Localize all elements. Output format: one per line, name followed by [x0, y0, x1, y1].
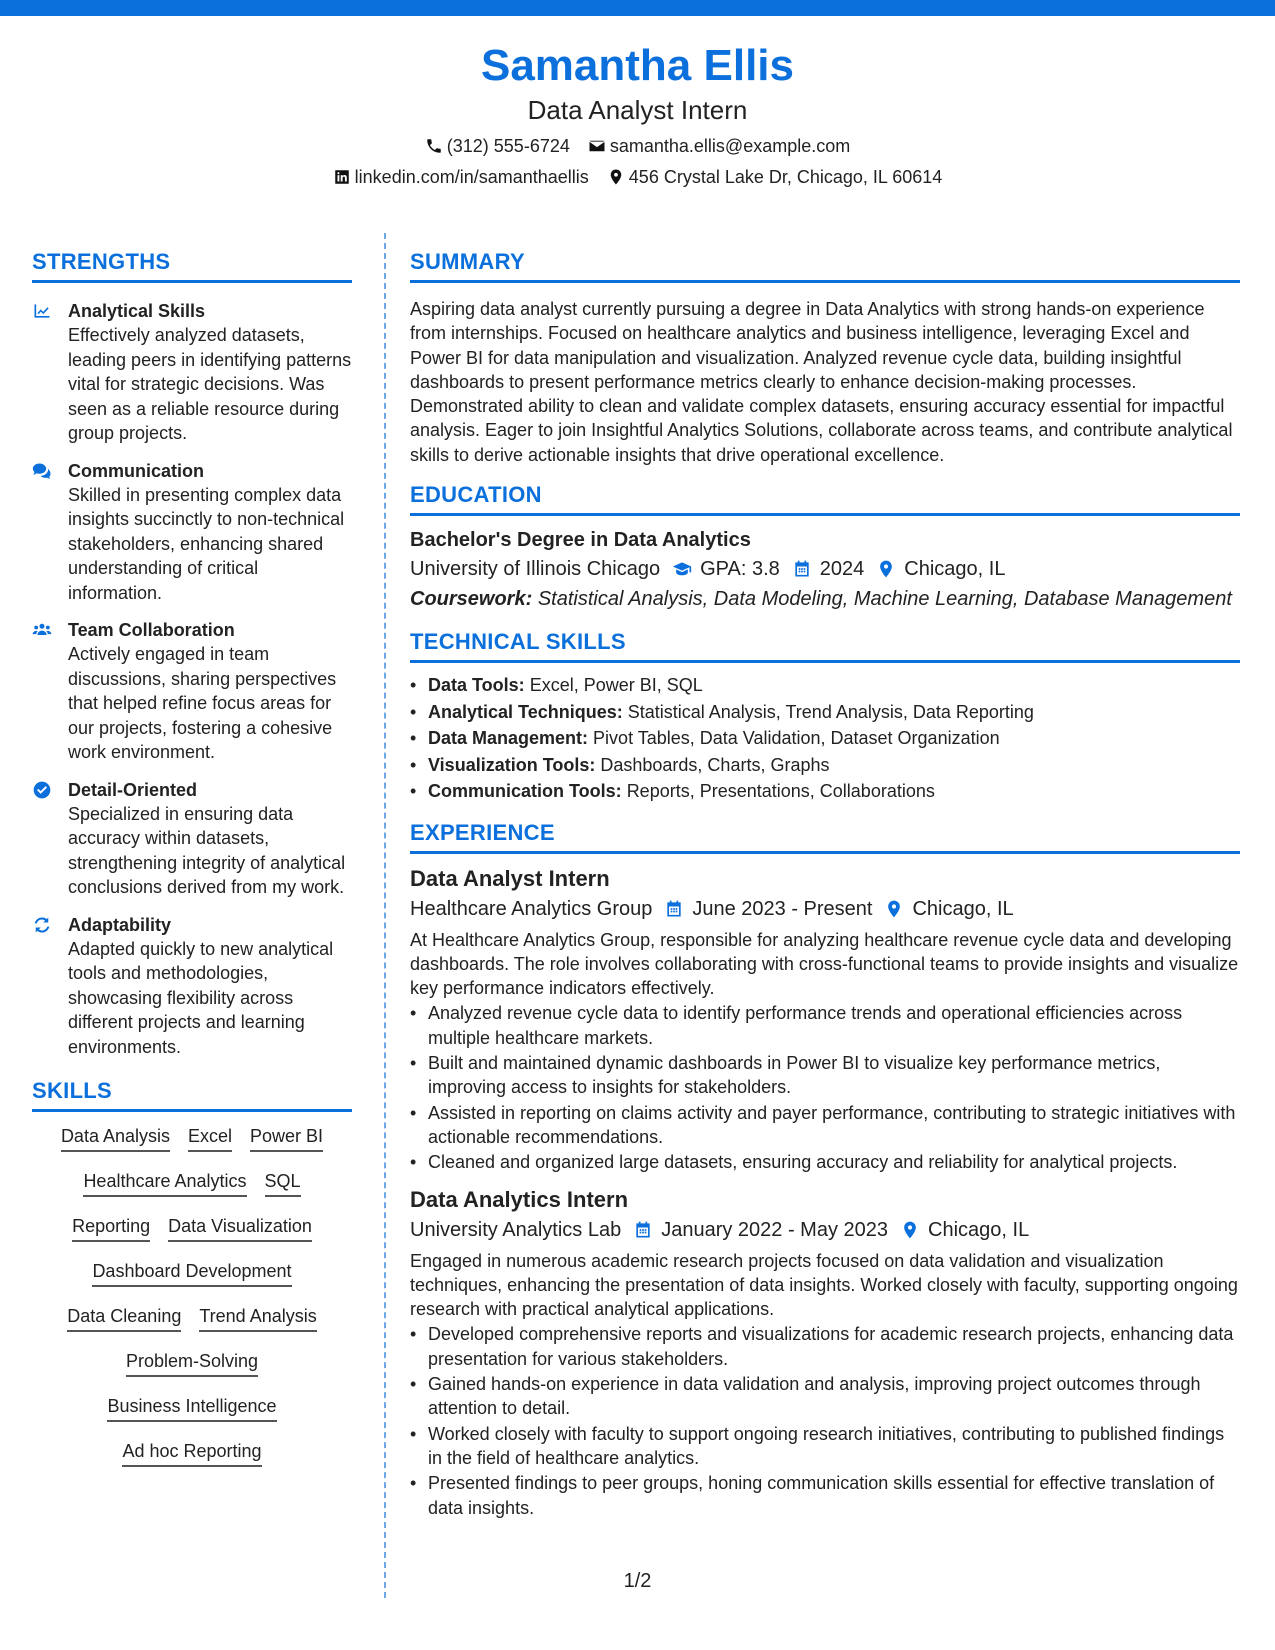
right-column	[410, 248, 1240, 1521]
dates-meta	[664, 894, 872, 924]
strength-title: Adaptability	[68, 914, 172, 935]
location-meta	[876, 554, 1005, 584]
skill-row	[32, 1304, 352, 1332]
job-dates: January 2022 - May 2023	[661, 1218, 889, 1241]
list-item: • Worked closely with faculty to support ongoing research initiatives, contributing to published findings in the field of healthcare analytics.	[410, 1422, 1240, 1471]
strength-item	[32, 778, 352, 900]
contact-row-2	[0, 165, 1275, 189]
summary-text: Aspiring data analyst currently pursuing a degree in Data Analytics with strong hands-on experience from internships. Focused on healthcare analytics and business intelligence, leveraging Excel and Power BI for data manipulation and visualization. Analyzed revenue cycle data, building insightful dashboards to present performance metrics clearly to enhance decision-making processes. Demonstrated ability to clean and validate complex datasets, ensuring accuracy essential for impactful analysis. Eager to join Insightful Analytics Solutions, collaborate across teams, and contribute analytical skills to derive actionable insights that drive operational excellence.	[410, 299, 1233, 465]
calendar-icon	[664, 899, 684, 919]
technical-skills-heading: TECHNICAL SKILLS	[410, 628, 1240, 663]
list-item: • Developed comprehensive reports and visualizations for academic research projects, enhancing data presentation for various stakeholders.	[410, 1322, 1240, 1371]
phone-text: (312) 555-6724	[446, 136, 570, 156]
refresh-icon	[32, 915, 52, 935]
school-name: University of Illinois Chicago	[410, 558, 661, 581]
location-meta	[900, 1215, 1029, 1245]
location-meta	[884, 894, 1013, 924]
strength-item	[32, 299, 352, 446]
candidate-role: Data Analyst Intern	[527, 95, 748, 125]
experience-section	[410, 819, 1240, 1520]
skill-tag: Ad hoc Reporting	[122, 1439, 261, 1467]
job-location: Chicago, IL	[912, 897, 1014, 920]
page-number: 1/2	[623, 1570, 652, 1592]
list-item: • Assisted in reporting on claims activity and payer performance, contributing to strategic initiatives with actionable recommendations.	[410, 1101, 1240, 1150]
skill-row	[32, 1214, 352, 1242]
skill-tag: Business Intelligence	[107, 1394, 276, 1422]
skill-tag: Power BI	[250, 1124, 323, 1152]
skill-tag: SQL	[265, 1169, 301, 1197]
education-heading: EDUCATION	[410, 481, 1240, 516]
strength-title: Analytical Skills	[68, 301, 206, 321]
resume-header	[0, 40, 1275, 189]
check-circle-icon	[32, 780, 52, 800]
contact-row-1	[0, 134, 1275, 158]
skill-row	[32, 1394, 352, 1422]
address-text: 456 Crystal Lake Dr, Chicago, IL 60614	[628, 167, 943, 187]
skill-row	[32, 1124, 352, 1152]
comments-icon	[32, 461, 52, 481]
year-text: 2024	[819, 558, 865, 581]
skill-tag: Problem-Solving	[126, 1349, 258, 1377]
email-text[interactable]: samantha.ellis@example.com	[609, 136, 851, 156]
skill-tag: Reporting	[72, 1214, 150, 1242]
job-location: Chicago, IL	[928, 1218, 1030, 1241]
email-contact[interactable]	[588, 134, 850, 158]
job-bullets	[410, 1322, 1240, 1519]
list-item	[410, 672, 1240, 699]
strength-item	[32, 459, 352, 606]
envelope-icon	[588, 137, 606, 155]
strength-item	[32, 913, 352, 1060]
strengths-section	[32, 248, 352, 1059]
list-item: • Analyzed revenue cycle data to identify performance trends and operational efficiencies across multiple healthcare markets.	[410, 1001, 1240, 1050]
skill-row	[32, 1349, 352, 1377]
strength-title: Detail-Oriented	[68, 779, 198, 800]
tech-label: Analytical Techniques:	[428, 701, 623, 722]
list-item	[410, 778, 1240, 805]
top-accent-bar	[0, 0, 1275, 16]
location-text: Chicago, IL	[904, 558, 1006, 581]
technical-skills-list	[410, 672, 1240, 805]
linkedin-contact[interactable]	[333, 165, 589, 189]
tech-value: Reports, Presentations, Collaborations	[626, 781, 935, 802]
skill-tag: Data Visualization	[168, 1214, 312, 1242]
summary-section	[410, 248, 1240, 467]
job-dates: June 2023 - Present	[692, 897, 873, 920]
job-title: Data Analytics Intern	[410, 1186, 629, 1212]
skill-row	[32, 1439, 352, 1467]
strengths-heading: STRENGTHS	[32, 248, 352, 283]
coursework-label: Coursework:	[410, 588, 533, 611]
skills-tags	[32, 1124, 352, 1467]
strength-description: Specialized in ensuring data accuracy within datasets, strengthening integrity of analytical conclusions derived from my work.	[68, 803, 346, 897]
gpa-text: GPA: 3.8	[700, 558, 780, 581]
strength-description: Effectively analyzed datasets, leading peers in identifying patterns vital for strategic decisions. Was seen as a reliable resource during group projects.	[68, 325, 352, 443]
skills-section	[32, 1077, 352, 1467]
job-bullets	[410, 1001, 1240, 1174]
candidate-name: Samantha Ellis	[480, 41, 794, 90]
list-item: • Gained hands-on experience in data validation and analysis, improving project outcomes through attention to detail.	[410, 1372, 1240, 1421]
strengths-list	[32, 299, 352, 1059]
linkedin-icon	[333, 168, 351, 186]
job-entry	[410, 1185, 1240, 1520]
tech-value: Excel, Power BI, SQL	[529, 675, 703, 696]
address-contact	[607, 165, 943, 189]
list-item	[410, 699, 1240, 726]
chart-line-icon	[32, 301, 52, 321]
strength-description: Skilled in presenting complex data insights succinctly to non-technical stakeholders, enhancing shared understanding of critical information.	[68, 484, 345, 603]
map-pin-icon	[900, 1220, 920, 1240]
map-pin-icon	[607, 168, 625, 186]
phone-contact	[425, 134, 570, 158]
list-item: • Cleaned and organized large datasets, ensuring accuracy and reliability for analytical projects.	[410, 1150, 1240, 1174]
gpa-meta	[672, 554, 780, 584]
skill-row	[32, 1169, 352, 1197]
education-meta	[410, 554, 1240, 584]
list-item	[410, 752, 1240, 779]
tech-value: Dashboards, Charts, Graphs	[600, 754, 830, 775]
job-entry	[410, 864, 1240, 1175]
company-name: University Analytics Lab	[410, 1218, 622, 1241]
tech-label: Data Tools:	[428, 675, 525, 696]
strength-title: Team Collaboration	[68, 620, 235, 640]
map-pin-icon	[884, 899, 904, 919]
year-meta	[792, 554, 865, 584]
technical-skills-section	[410, 628, 1240, 805]
strength-description: Actively engaged in team discussions, sharing perspectives that helped refine focus areas for our projects, fostering a cohesive work environment.	[68, 644, 337, 762]
list-item: • Built and maintained dynamic dashboards in Power BI to visualize key performance metrics, improving access to insights for stakeholders.	[410, 1051, 1240, 1100]
experience-heading: EXPERIENCE	[410, 819, 1240, 854]
company-name: Healthcare Analytics Group	[410, 897, 653, 920]
tech-label: Data Management:	[428, 728, 589, 749]
list-item: • Presented findings to peer groups, honing communication skills essential for effective translation of data insights.	[410, 1471, 1240, 1520]
job-meta	[410, 1215, 1240, 1245]
map-pin-icon	[876, 559, 896, 579]
skill-tag: Excel	[188, 1124, 232, 1152]
strength-item	[32, 618, 352, 765]
users-icon	[32, 620, 52, 640]
coursework-text: Statistical Analysis, Data Modeling, Machine Learning, Database Management	[537, 588, 1232, 611]
dates-meta	[633, 1215, 888, 1245]
degree-title: Bachelor's Degree in Data Analytics	[410, 529, 751, 552]
education-section	[410, 481, 1240, 614]
left-column	[32, 248, 352, 1484]
strength-description: Adapted quickly to new analytical tools and methodologies, showcasing flexibility across different projects and learning environments.	[68, 938, 334, 1057]
skill-tag: Healthcare Analytics	[83, 1169, 246, 1197]
skill-tag: Data Analysis	[61, 1124, 170, 1152]
skills-heading: SKILLS	[32, 1077, 352, 1112]
graduation-cap-icon	[672, 559, 692, 579]
summary-heading: SUMMARY	[410, 248, 1240, 283]
skill-row	[32, 1259, 352, 1287]
calendar-icon	[633, 1220, 653, 1240]
job-title: Data Analyst Intern	[410, 865, 610, 891]
job-description: At Healthcare Analytics Group, responsible for analyzing healthcare revenue cycle data and developing dashboards. The role involves collaborating with cross-functional teams to provide insights and visualize key performance indicators effectively.	[410, 929, 1239, 999]
tech-value: Statistical Analysis, Trend Analysis, Data Reporting	[627, 701, 1034, 722]
coursework-line	[410, 584, 1240, 614]
phone-icon	[425, 137, 443, 155]
skill-tag: Trend Analysis	[199, 1304, 316, 1332]
tech-label: Communication Tools:	[428, 781, 622, 802]
tech-label: Visualization Tools:	[428, 754, 596, 775]
job-description: Engaged in numerous academic research projects focused on data validation and visualization techniques, enhancing the presentation of data insights. Worked closely with faculty, supporting ongoing research with practical analytical applications.	[410, 1250, 1238, 1320]
skill-tag: Dashboard Development	[92, 1259, 291, 1287]
skill-tag: Data Cleaning	[67, 1304, 181, 1332]
calendar-icon	[792, 559, 812, 579]
column-divider	[384, 233, 386, 1598]
job-meta	[410, 894, 1240, 924]
linkedin-text[interactable]: linkedin.com/in/samanthaellis	[354, 167, 589, 187]
list-item	[410, 725, 1240, 752]
tech-value: Pivot Tables, Data Validation, Dataset Organization	[593, 728, 1000, 749]
strength-title: Communication	[68, 460, 205, 481]
